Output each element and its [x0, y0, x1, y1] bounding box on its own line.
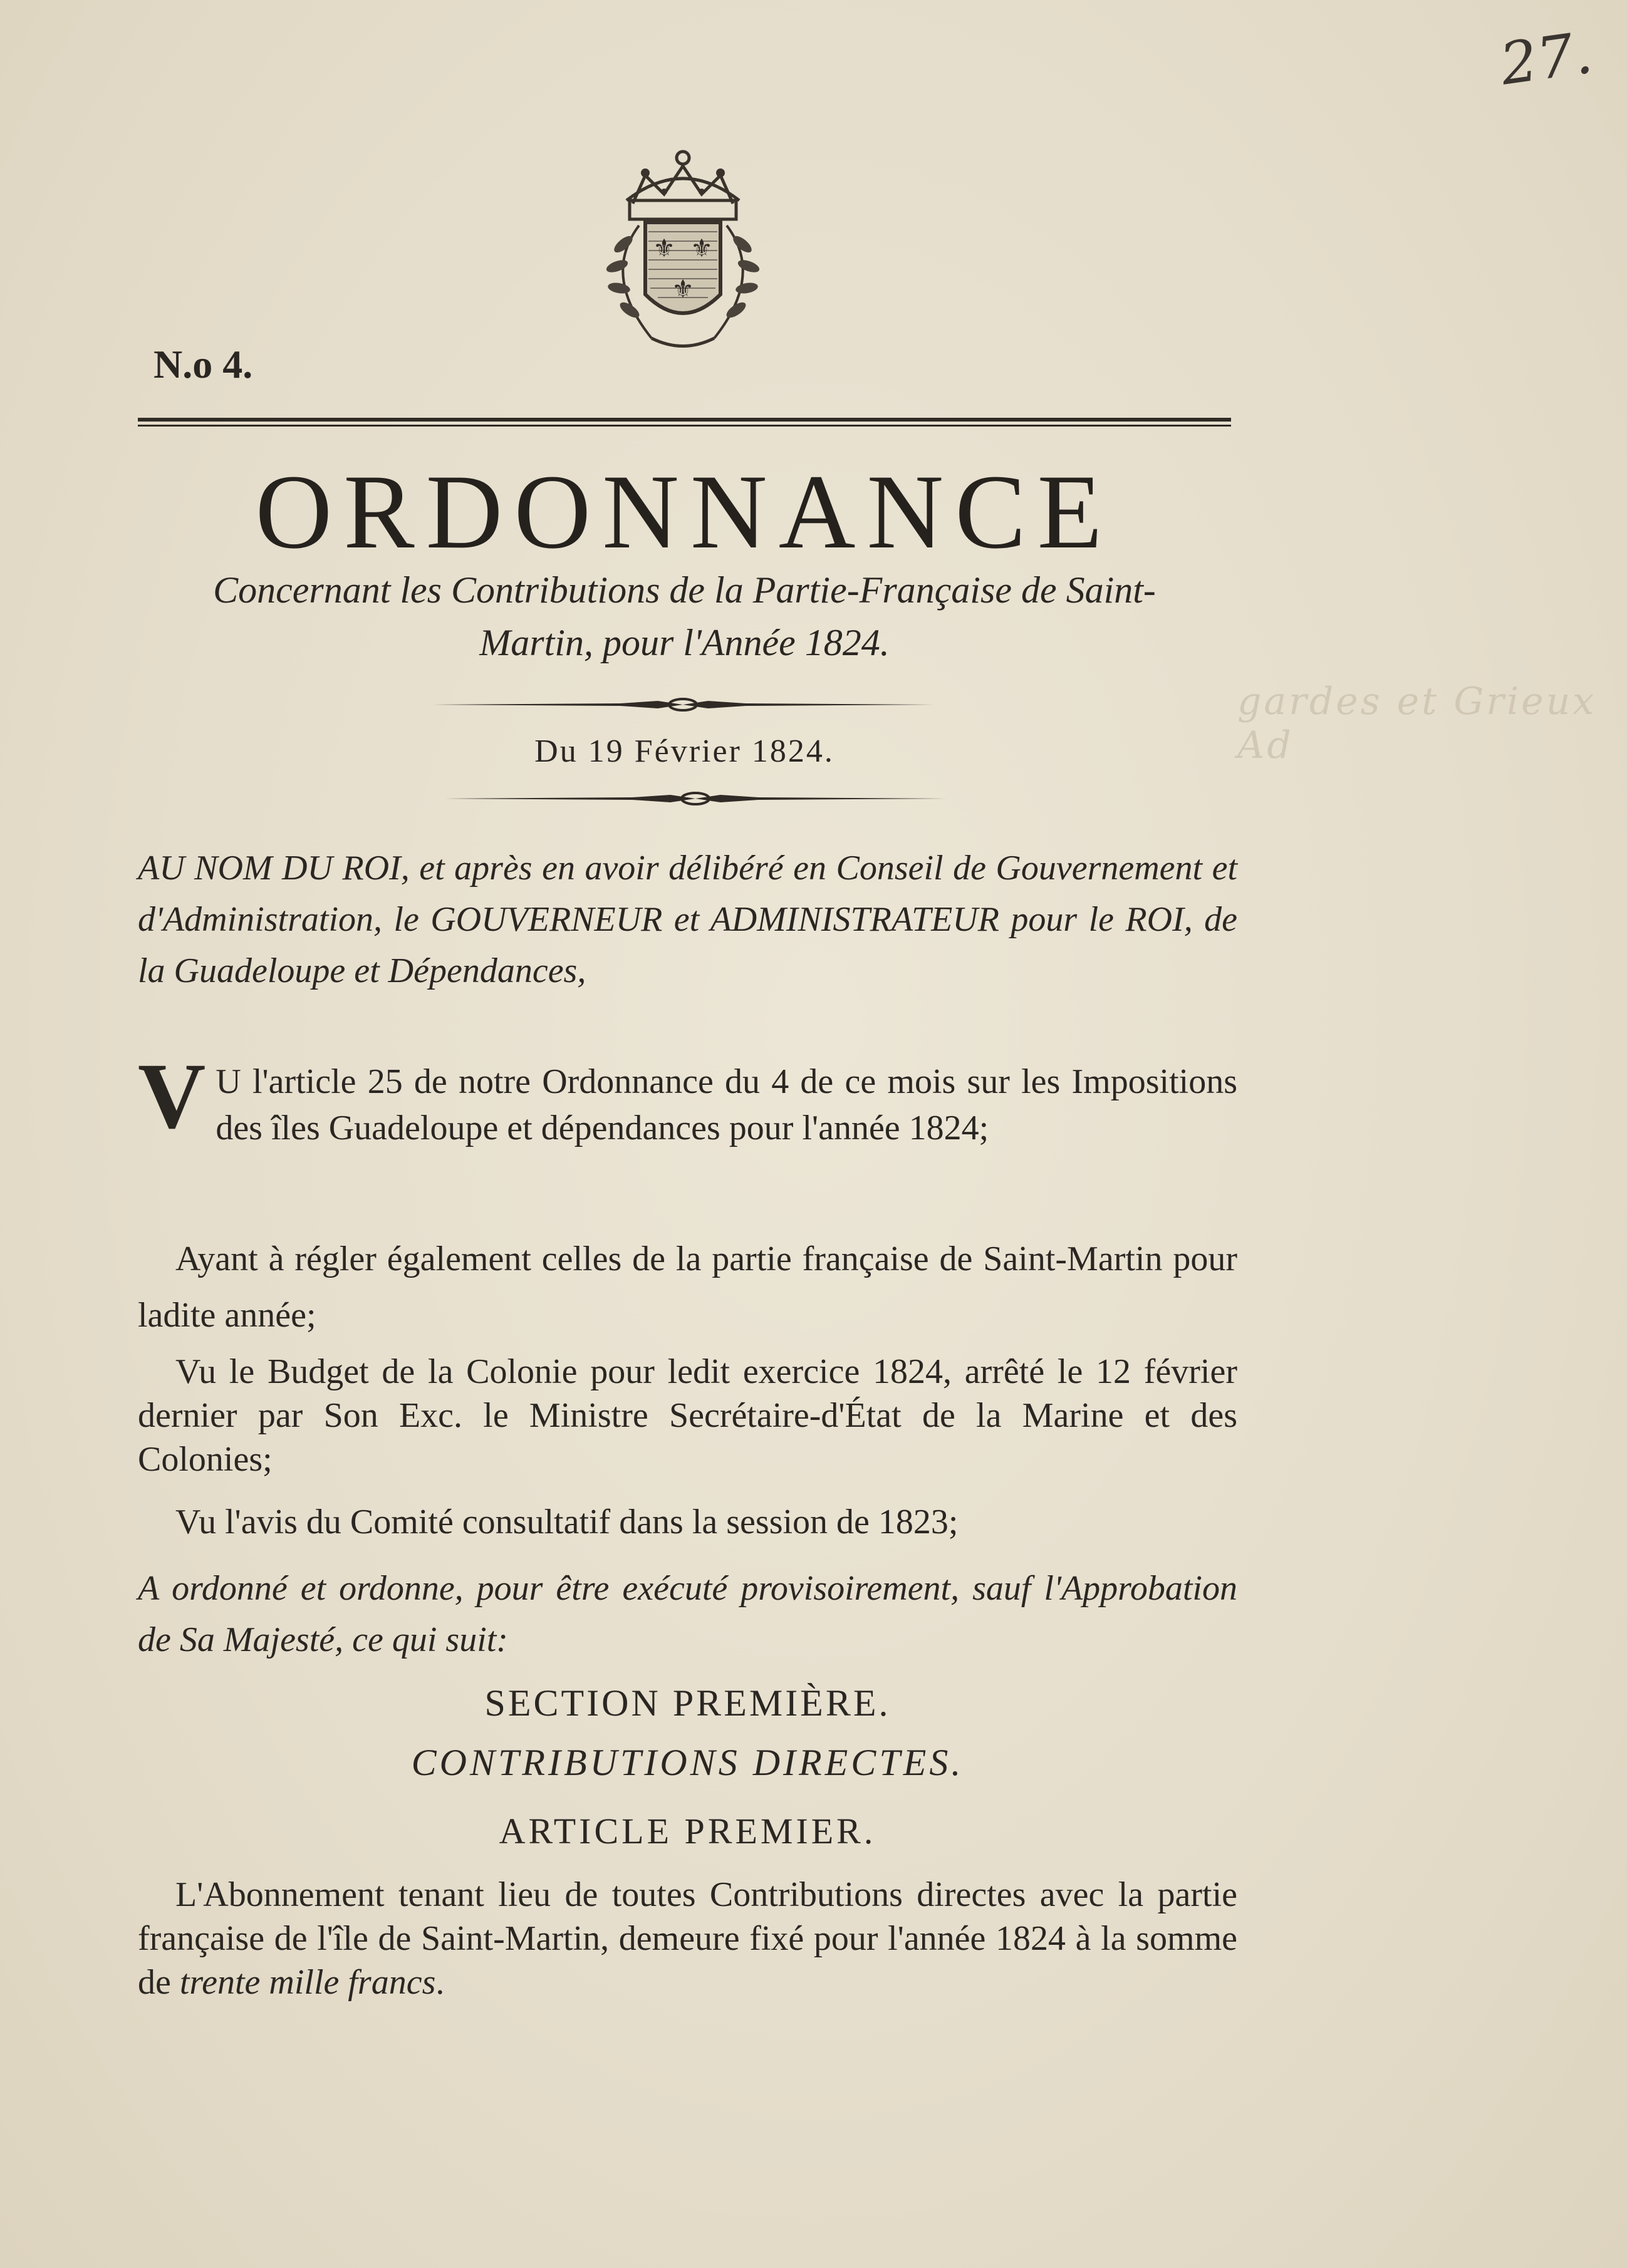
subtitle-line-2: Martin, pour l'Année 1824.	[479, 622, 890, 663]
article-title: ARTICLE PREMIER.	[499, 1811, 876, 1851]
ordinance-number: N.o 4.	[153, 342, 253, 386]
abonnement-end: .	[435, 1963, 445, 2002]
vu-article-text: U l'article 25 de notre Ordonnance du 4 de ce mois sur les Impositions des îles Guadeloupe et dépendances pour l'année 1824;	[216, 1062, 1237, 1147]
document-subtitle	[135, 564, 1234, 669]
document-title: ORDONNANCE	[255, 453, 1114, 571]
top-double-rule	[138, 417, 1231, 430]
ordinance-date: Du 19 Février 1824.	[534, 733, 834, 769]
budget-paragraph	[138, 1350, 1237, 1481]
preamble-paragraph: AU NOM DU ROI, et après en avoir délibéré en Conseil de Gouvernement et d'Administration, le GOUVERNEUR et ADMINISTRATEUR pour le ROI, de la Guadeloupe et Dépendances,	[138, 849, 1237, 990]
ornamental-rule-icon	[432, 692, 933, 717]
drop-cap: V	[138, 1044, 206, 1148]
svg-text:⚜: ⚜	[653, 234, 675, 263]
ordonne-paragraph: A ordonné et ordonne, pour être exécuté provisoirement, sauf l'Approbation de Sa Majesté, ce qui suit:	[138, 1569, 1237, 1659]
abonnement-amount: trente mille francs	[179, 1963, 436, 2002]
vu-article-paragraph	[138, 1044, 1237, 1151]
stamp-bleed-through: gardes et Grieux Ad	[1237, 680, 1597, 767]
budget-text: Vu le Budget de la Colonie pour ledit exercice 1824, arrêté le 12 février dernier par Son Exc. le Ministre Secrétaire-d'État de la Marine et des Colonies;	[138, 1352, 1237, 1479]
comite-text: Vu l'avis du Comité consultatif dans la session de 1823;	[175, 1503, 959, 1541]
abonnement-paragraph	[138, 1873, 1237, 2004]
svg-text:⚜: ⚜	[690, 234, 713, 263]
comite-paragraph	[138, 1500, 1237, 1544]
subtitle-line-1: Concernant les Contributions de la Partie-Française de Saint-	[213, 569, 1156, 611]
section-title: SECTION PREMIÈRE.	[484, 1682, 891, 1724]
abonnement-text: L'Abonnement tenant lieu de toutes Contributions directes avec la partie française de l'île de Saint-Martin, demeure fixé pour l'année 1824 à la somme de	[138, 1875, 1237, 2002]
ayant-text: Ayant à régler également celles de la partie française de Saint-Martin pour ladite année;	[138, 1240, 1237, 1335]
section-subtitle: CONTRIBUTIONS DIRECTES.	[411, 1742, 964, 1783]
ayant-paragraph	[138, 1231, 1237, 1344]
folio-mark: 27.	[1496, 19, 1597, 98]
ornamental-rule-icon	[445, 786, 946, 811]
royal-fleur-de-lis-crest-icon	[558, 132, 808, 382]
svg-text:⚜: ⚜	[672, 275, 694, 304]
